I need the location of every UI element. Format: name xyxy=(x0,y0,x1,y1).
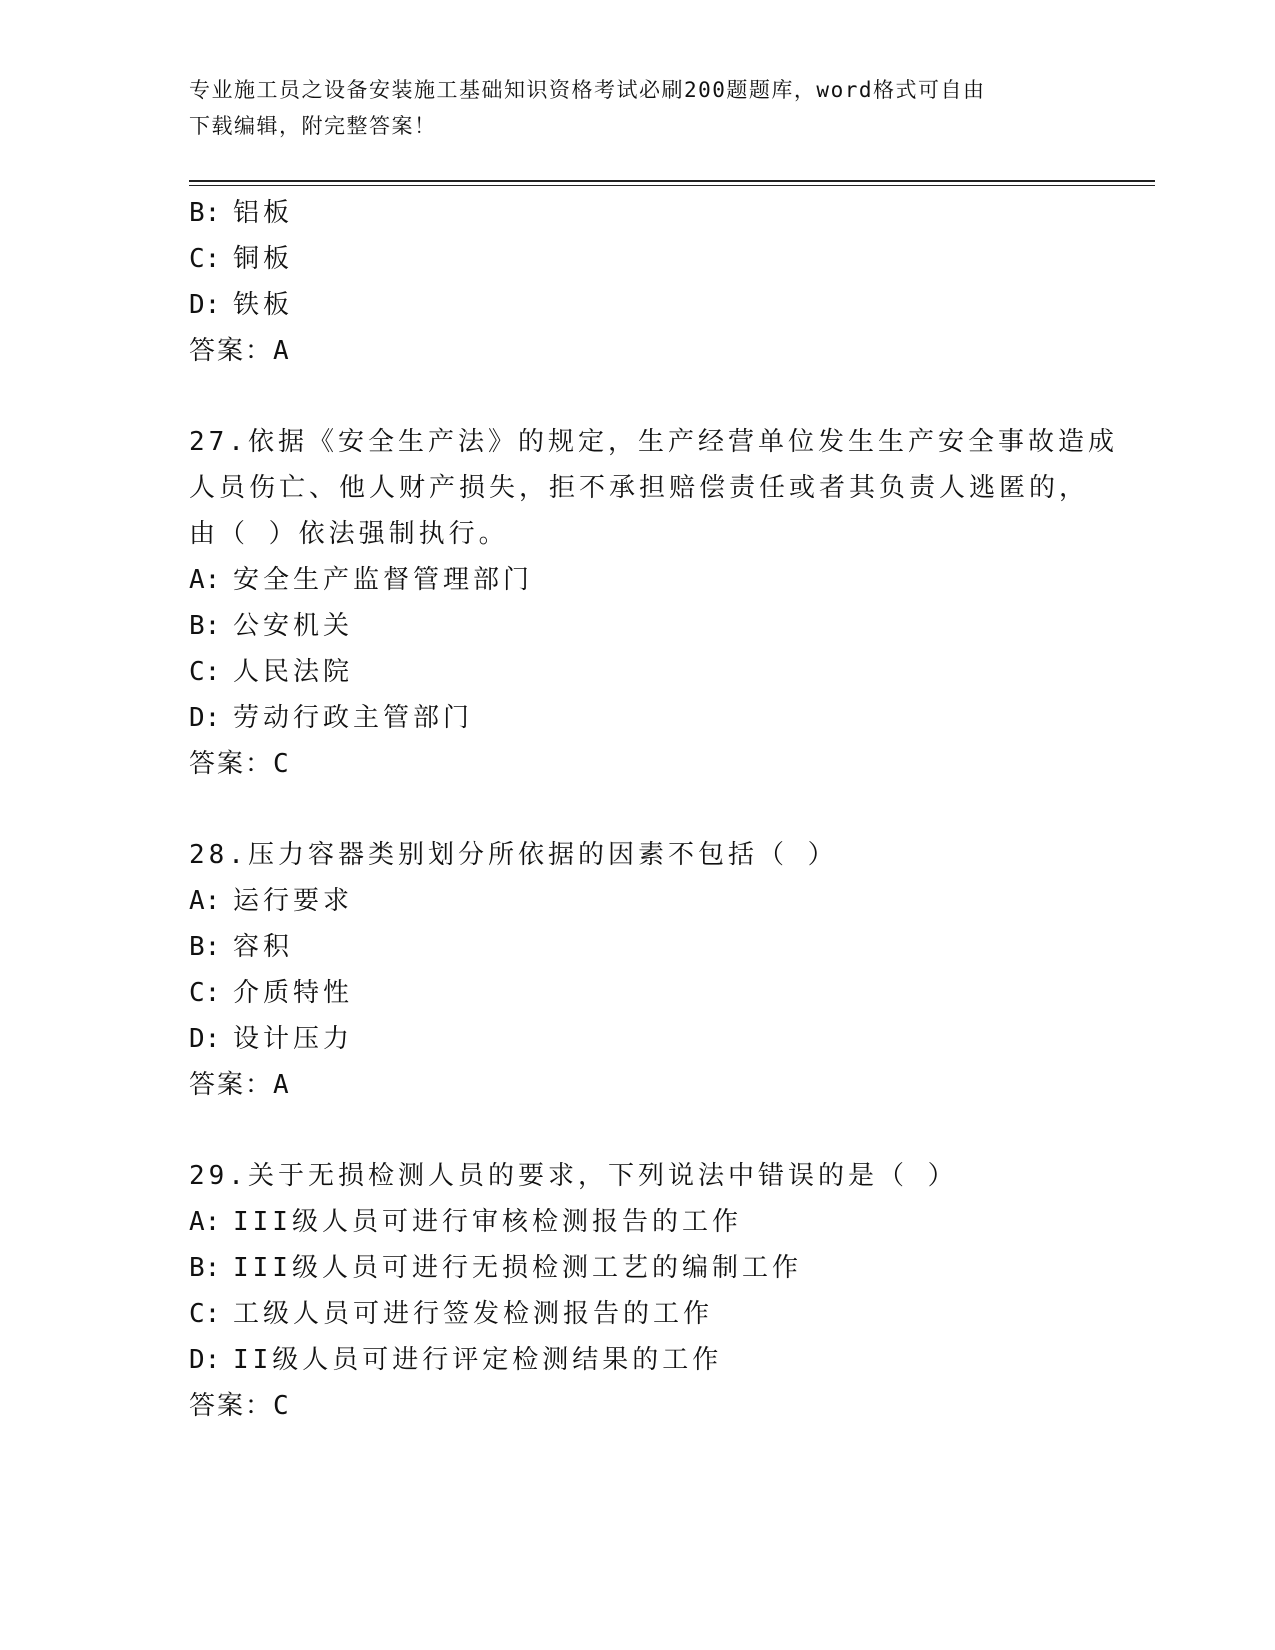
answer-line: 答案：A xyxy=(189,336,291,366)
option-b: B: 容积 xyxy=(189,932,294,962)
header-line-2: 下载编辑，附完整答案！ xyxy=(189,114,437,138)
question-stem-line: 人员伤亡、他人财产损失，拒不承担赔偿责任或者其负责人逃匿的， xyxy=(189,473,1090,503)
option-b: B: 公安机关 xyxy=(189,611,354,641)
question-28 xyxy=(189,832,1089,1108)
option-c: C: 人民法院 xyxy=(189,657,354,687)
option-b: B: III级人员可进行无损检测工艺的编制工作 xyxy=(189,1253,802,1283)
option-a: A: III级人员可进行审核检测报告的工作 xyxy=(189,1207,742,1237)
document-header xyxy=(189,72,1089,144)
answer-line: 答案：C xyxy=(189,1391,291,1421)
question-29 xyxy=(189,1153,1089,1429)
option-c: C: 介质特性 xyxy=(189,978,354,1008)
question-stem-line: 27.依据《安全生产法》的规定，生产经营单位发生生产安全事故造成 xyxy=(189,427,1118,457)
question-27 xyxy=(189,419,1118,787)
question-26-tail xyxy=(189,190,1089,374)
question-stem-line: 28.压力容器类别划分所依据的因素不包括（ ） xyxy=(189,840,838,870)
question-stem-line: 29.关于无损检测人员的要求，下列说法中错误的是（ ） xyxy=(189,1161,958,1191)
answer-line: 答案：C xyxy=(189,749,291,779)
option-d: D: II级人员可进行评定检测结果的工作 xyxy=(189,1345,723,1375)
header-line-1: 专业施工员之设备安装施工基础知识资格考试必刷200题题库，word格式可自由 xyxy=(189,78,986,102)
option-d: D: 铁板 xyxy=(189,290,294,320)
question-stem-line: 由（ ）依法强制执行。 xyxy=(189,519,509,549)
option-a: A: 运行要求 xyxy=(189,886,354,916)
option-d: D: 设计压力 xyxy=(189,1024,354,1054)
answer-line: 答案：A xyxy=(189,1070,291,1100)
option-c: C: 工级人员可进行签发检测报告的工作 xyxy=(189,1299,714,1329)
option-c: C: 铜板 xyxy=(189,244,294,274)
option-a: A: 安全生产监督管理部门 xyxy=(189,565,534,595)
option-b: B: 铝板 xyxy=(189,198,294,228)
header-divider xyxy=(189,180,1155,186)
option-d: D: 劳动行政主管部门 xyxy=(189,703,474,733)
question-list xyxy=(189,190,1118,1429)
